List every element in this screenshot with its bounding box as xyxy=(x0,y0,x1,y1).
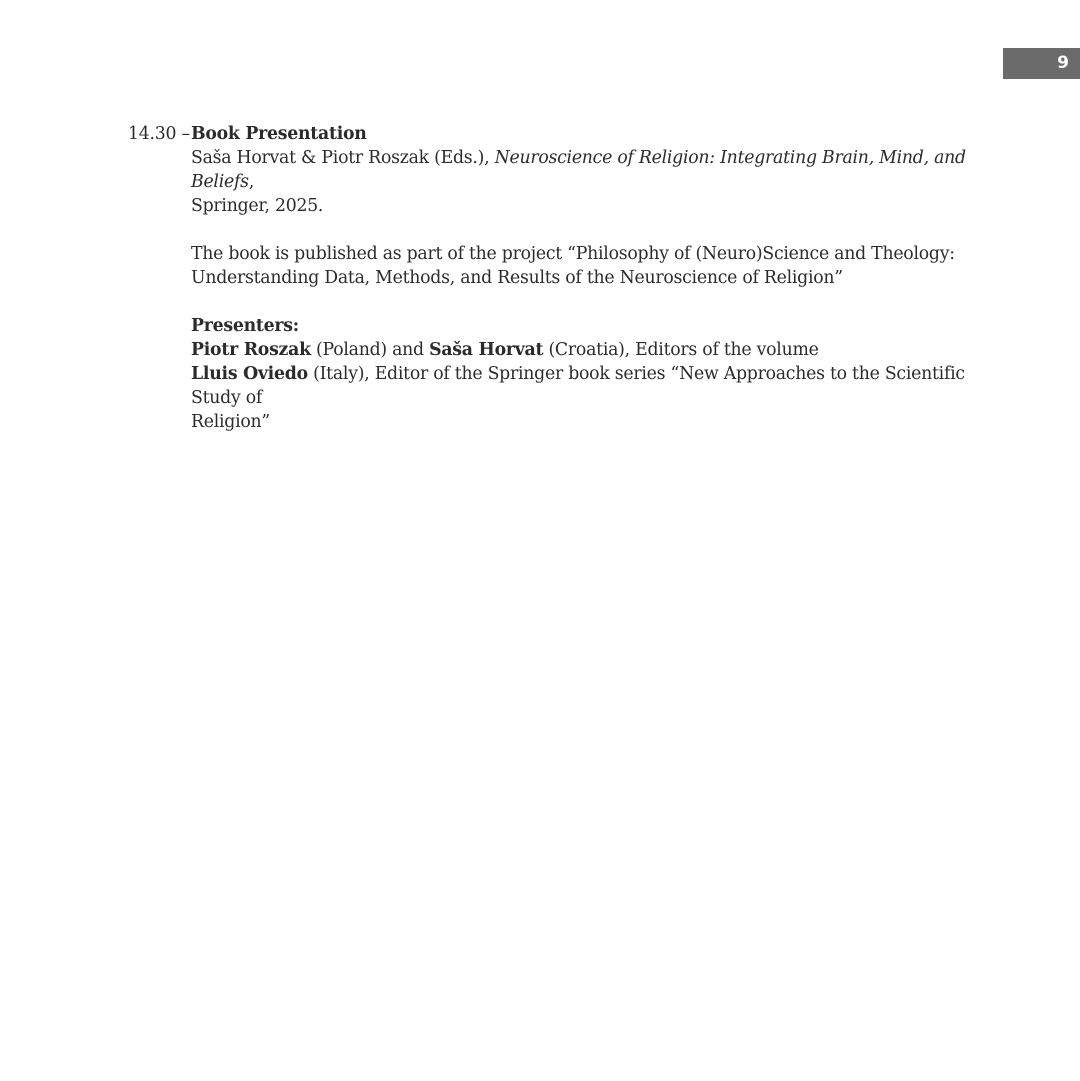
session-title: Book Presentation xyxy=(191,124,367,144)
presenters-heading xyxy=(191,314,978,338)
book-citation xyxy=(191,146,978,434)
session-header xyxy=(128,122,978,146)
presenter-detail: (Italy), Editor of the Springer book series “New Approaches to the Scientific Study of xyxy=(191,364,965,408)
citation-line-1 xyxy=(191,146,978,194)
presenter-detail: (Croatia), Editors of the volume xyxy=(548,340,819,360)
project-note-line-1: The book is published as part of the project “Philosophy of (Neuro)Science and Theology: xyxy=(191,244,955,264)
presenters-heading-text: Presenters: xyxy=(191,316,299,336)
presenter-name: Lluis Oviedo xyxy=(191,364,308,384)
citation-comma: , xyxy=(248,172,254,192)
citation-authors: Saša Horvat & Piotr Roszak (Eds.), xyxy=(191,148,490,168)
presenter-line-2 xyxy=(191,362,978,410)
presenter-line-1 xyxy=(191,338,978,362)
presenter-line-2-cont: Religion” xyxy=(191,412,271,432)
citation-publisher: Springer, 2025. xyxy=(191,196,324,216)
page-number: 9 xyxy=(1003,48,1080,79)
presenter-detail: (Poland) and xyxy=(316,340,424,360)
spacer xyxy=(191,290,978,314)
presenter-name: Piotr Roszak xyxy=(191,340,311,360)
presenter-name: Saša Horvat xyxy=(429,340,544,360)
spacer xyxy=(191,218,978,242)
project-note-line-2: Understanding Data, Methods, and Results of the Neuroscience of Religion” xyxy=(191,268,843,288)
session-time: 14.30 – xyxy=(128,124,190,144)
session-entry xyxy=(128,122,978,434)
book-title: Neuroscience of Religion: Integrating Brain, Mind, and Beliefs xyxy=(191,148,966,192)
